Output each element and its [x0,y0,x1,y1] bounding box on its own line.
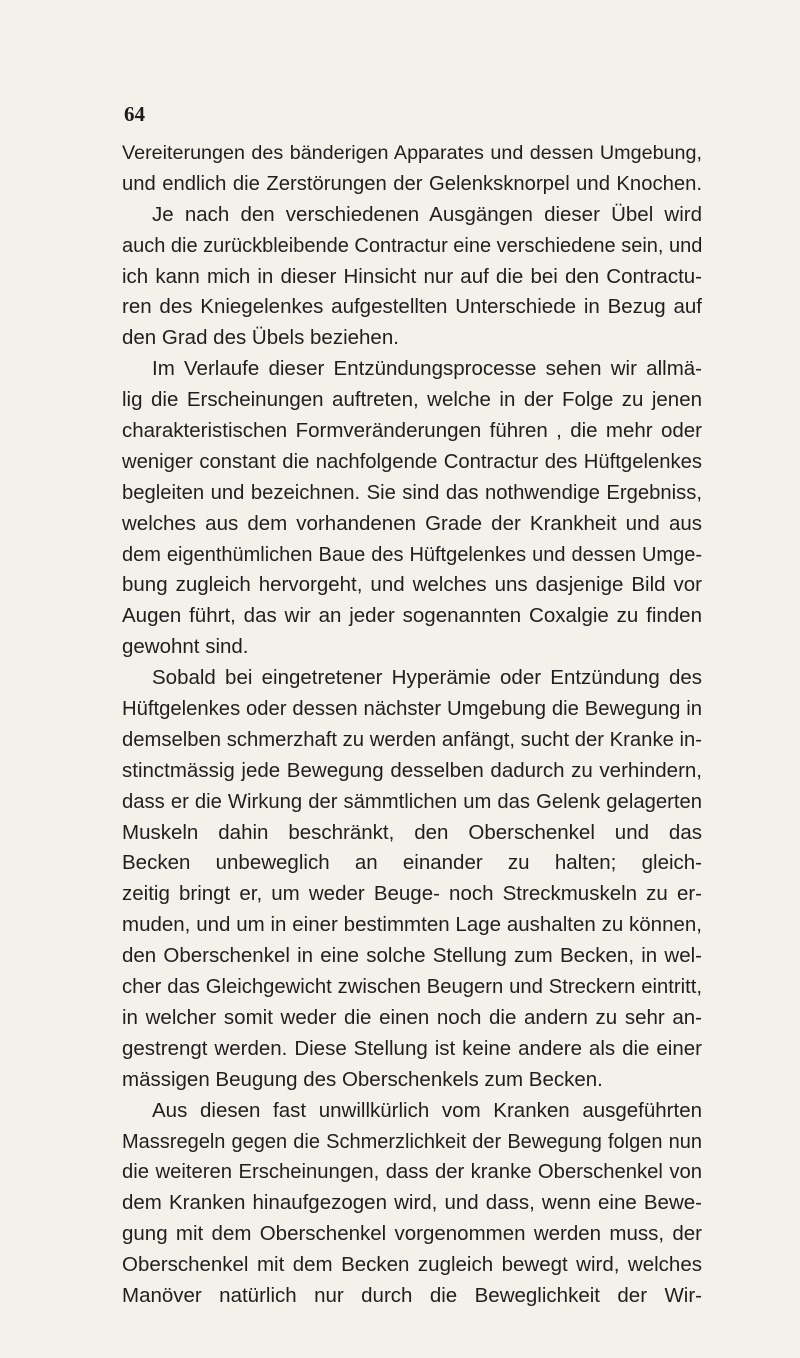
text-line: die weiteren Erscheinungen, dass der kranke Oberschenkel von [122,1161,702,1184]
text-line: in welcher somit weder die einen noch die andern zu sehr an- [122,1005,702,1029]
text-line: und endlich die Zerstörungen der Gelenksknorpel und Knochen. [122,172,702,195]
text-line: zeitig bringt er, um weder Beuge- noch Streckmuskeln zu er- [122,882,702,906]
text-line: Hüftgelenkes oder dessen nächster Umgebung die Bewegung in [122,698,702,721]
text-line: Augen führt, das wir an jeder sogenannten Coxalgie zu finden [122,604,702,628]
text-line: begleiten und bezeichnen. Sie sind das nothwendige Ergebniss, [122,481,702,504]
text-line: welches aus dem vorhandenen Grade der Krankheit und aus [122,511,702,535]
text-line: Sobald bei eingetretener Hyperämie oder Entzündung des [152,666,702,690]
text-line: muden, und um in einer bestimmten Lage aushalten zu können, [122,913,702,937]
text-line: dass er die Wirkung der sämmtlichen um das Gelenk gelagerten [122,790,702,813]
text-line: charakteristischen Formveränderungen führen , die mehr oder [122,419,702,443]
text-line: gung mit dem Oberschenkel vorgenommen werden muss, der [122,1222,702,1246]
text-line: demselben schmerzhaft zu werden anfängt, sucht der Kranke in- [122,728,702,751]
text-line: Oberschenkel mit dem Becken zugleich bewegt wird, welches [122,1253,702,1277]
page-number: 64 [124,102,145,126]
text-line: ren des Kniegelenkes aufgestellten Unterschiede in Bezug auf [122,295,702,319]
text-line: den Grad des Übels beziehen. [122,326,399,350]
body-text [122,138,702,1312]
text-line: stinctmässig jede Bewegung desselben dadurch zu verhindern, [122,758,702,782]
text-line: Becken unbeweglich an einander zu halten; gleich- [122,851,702,875]
text-line: ich kann mich in dieser Hinsicht nur auf die bei den Contractu- [122,264,702,288]
text-line: dem eigenthümlichen Baue des Hüftgelenkes und dessen Umge- [122,543,702,566]
text-line: gewohnt sind. [122,635,249,659]
text-line: gestrengt werden. Diese Stellung ist keine andere als die einer [122,1036,702,1060]
text-line: Muskeln dahin beschränkt, den Oberschenkel und das [122,820,702,844]
text-line: auch die zurückbleibende Contractur eine verschiedene sein, und [122,234,702,257]
text-line: Massregeln gegen die Schmerzlichkeit der Bewegung folgen nun [122,1130,702,1153]
text-line: den Oberschenkel in eine solche Stellung zum Becken, in wel- [122,944,702,968]
text-line: Manöver natürlich nur durch die Beweglichkeit der Wir- [122,1283,702,1307]
text-line: cher das Gleichgewicht zwischen Beugern und Streckern eintritt, [122,976,702,999]
text-line: lig die Erscheinungen auftreten, welche in der Folge zu jenen [122,388,702,412]
text-line: dem Kranken hinaufgezogen wird, und dass, wenn eine Bewe- [122,1191,702,1215]
text-line: Vereiterungen des bänderigen Apparates und dessen Umgebung, [122,142,702,164]
text-line: mässigen Beugung des Oberschenkels zum Becken. [122,1067,603,1091]
text-line: weniger constant die nachfolgende Contractur des Hüftgelenkes [122,450,702,473]
text-line: Im Verlaufe dieser Entzündungsprocesse sehen wir allmä- [152,357,702,381]
text-line: Aus diesen fast unwillkürlich vom Kranken ausgeführten [152,1098,702,1122]
text-line: Je nach den verschiedenen Ausgängen dieser Übel wird [152,202,702,226]
text-line: bung zugleich hervorgeht, und welches uns dasjenige Bild vor [122,573,702,597]
